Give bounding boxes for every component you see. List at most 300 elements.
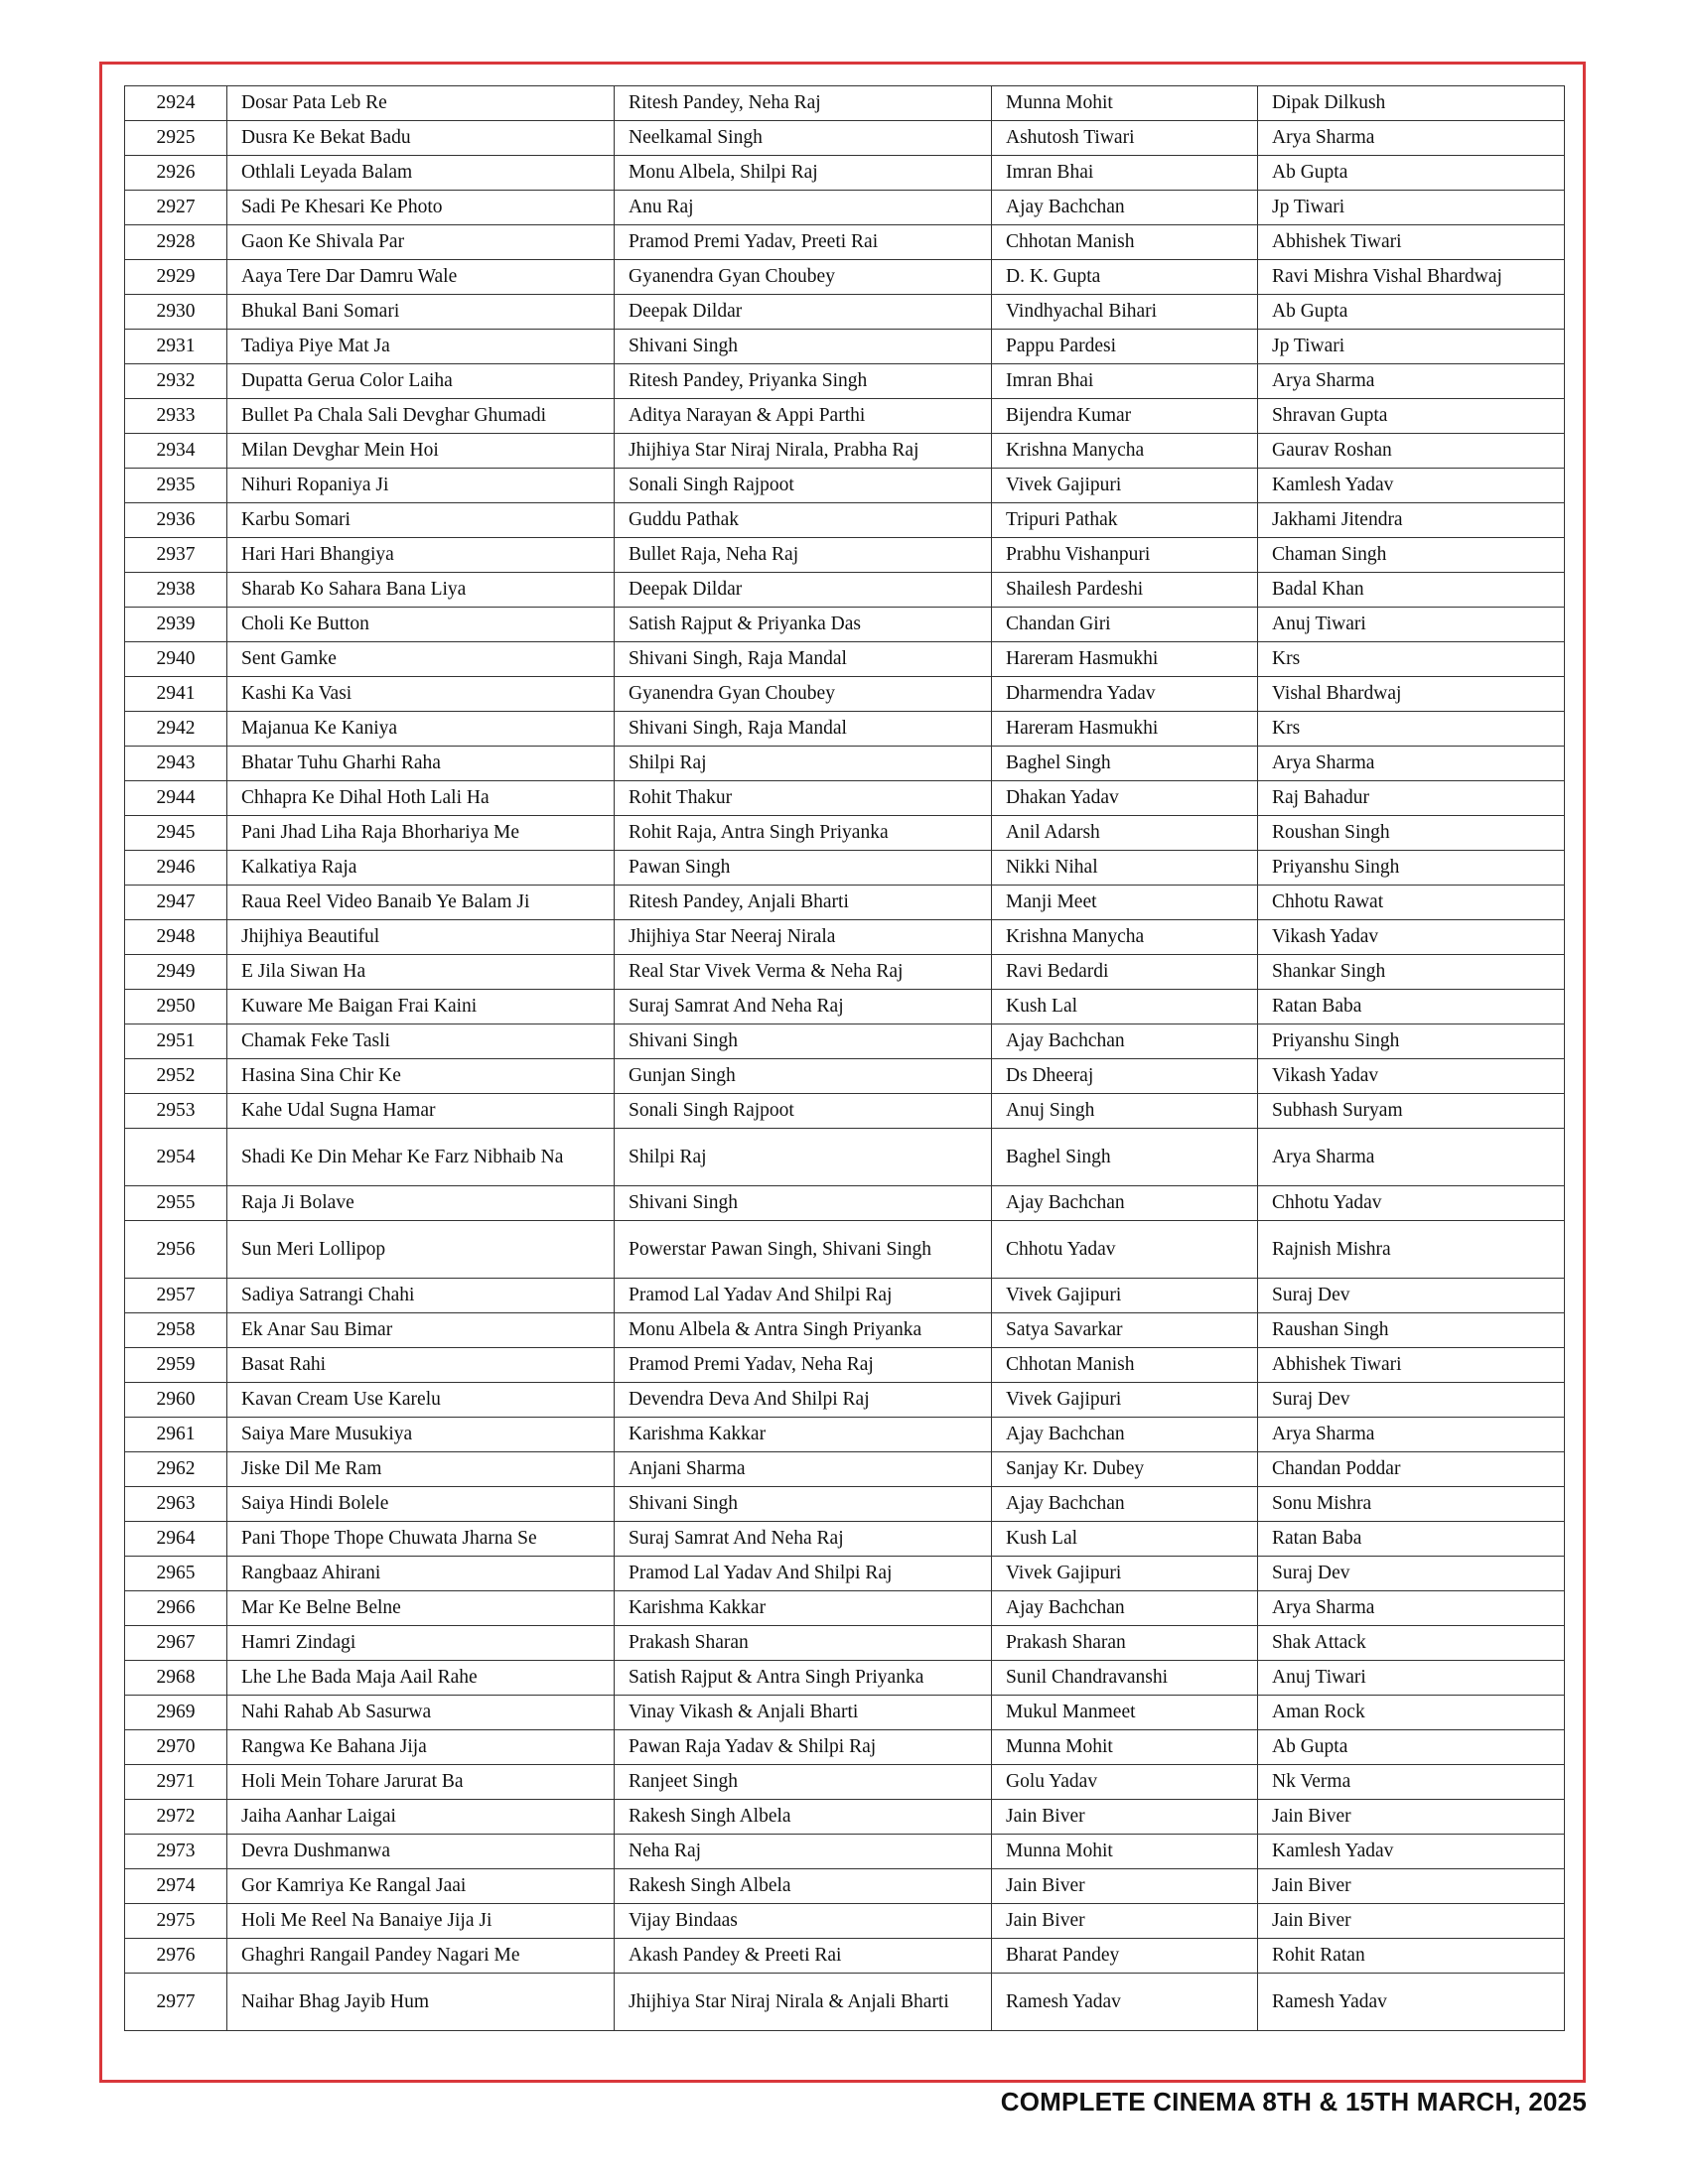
entry-number-cell: 2947 bbox=[125, 886, 227, 920]
music-director-cell: Chhotu Rawat bbox=[1258, 886, 1565, 920]
song-title-cell: Kashi Ka Vasi bbox=[227, 677, 615, 712]
song-title-cell: Milan Devghar Mein Hoi bbox=[227, 434, 615, 469]
song-title-cell: Hamri Zindagi bbox=[227, 1626, 615, 1661]
song-title-cell: Bhukal Bani Somari bbox=[227, 295, 615, 330]
lyricist-cell: Ajay Bachchan bbox=[992, 191, 1258, 225]
table-row bbox=[125, 1835, 1565, 1869]
song-title-cell: Bhatar Tuhu Gharhi Raha bbox=[227, 747, 615, 781]
music-director-cell: Ab Gupta bbox=[1258, 1730, 1565, 1765]
entry-number-cell: 2964 bbox=[125, 1522, 227, 1557]
lyricist-cell: Chhotan Manish bbox=[992, 225, 1258, 260]
table-row bbox=[125, 1904, 1565, 1939]
lyricist-cell: Satya Savarkar bbox=[992, 1313, 1258, 1348]
table-row bbox=[125, 920, 1565, 955]
singers-cell: Shivani Singh bbox=[615, 1024, 992, 1059]
entry-number-cell: 2934 bbox=[125, 434, 227, 469]
song-title-cell: Nahi Rahab Ab Sasurwa bbox=[227, 1696, 615, 1730]
table-row bbox=[125, 1094, 1565, 1129]
music-director-cell: Priyanshu Singh bbox=[1258, 851, 1565, 886]
table-row bbox=[125, 260, 1565, 295]
song-title-cell: Shadi Ke Din Mehar Ke Farz Nibhaib Na bbox=[227, 1129, 615, 1186]
table-row bbox=[125, 1313, 1565, 1348]
lyricist-cell: Jain Biver bbox=[992, 1904, 1258, 1939]
entry-number-cell: 2929 bbox=[125, 260, 227, 295]
table-row bbox=[125, 816, 1565, 851]
song-title-cell: Jiske Dil Me Ram bbox=[227, 1452, 615, 1487]
entry-number-cell: 2976 bbox=[125, 1939, 227, 1974]
music-director-cell: Suraj Dev bbox=[1258, 1279, 1565, 1313]
entry-number-cell: 2969 bbox=[125, 1696, 227, 1730]
music-director-cell: Shankar Singh bbox=[1258, 955, 1565, 990]
entry-number-cell: 2973 bbox=[125, 1835, 227, 1869]
table-row bbox=[125, 399, 1565, 434]
song-title-cell: Basat Rahi bbox=[227, 1348, 615, 1383]
singers-cell: Jhijhiya Star Niraj Nirala, Prabha Raj bbox=[615, 434, 992, 469]
music-director-cell: Ravi Mishra Vishal Bhardwaj bbox=[1258, 260, 1565, 295]
song-list-table bbox=[124, 85, 1565, 2031]
lyricist-cell: Baghel Singh bbox=[992, 747, 1258, 781]
entry-number-cell: 2975 bbox=[125, 1904, 227, 1939]
singers-cell: Gyanendra Gyan Choubey bbox=[615, 260, 992, 295]
singers-cell: Suraj Samrat And Neha Raj bbox=[615, 1522, 992, 1557]
lyricist-cell: Chhotan Manish bbox=[992, 1348, 1258, 1383]
lyricist-cell: Ravi Bedardi bbox=[992, 955, 1258, 990]
music-director-cell: Krs bbox=[1258, 712, 1565, 747]
lyricist-cell: Munna Mohit bbox=[992, 1835, 1258, 1869]
entry-number-cell: 2951 bbox=[125, 1024, 227, 1059]
table-row bbox=[125, 1974, 1565, 2031]
song-title-cell: Kavan Cream Use Karelu bbox=[227, 1383, 615, 1418]
song-title-cell: Jhijhiya Beautiful bbox=[227, 920, 615, 955]
song-title-cell: Aaya Tere Dar Damru Wale bbox=[227, 260, 615, 295]
entry-number-cell: 2936 bbox=[125, 503, 227, 538]
music-director-cell: Jp Tiwari bbox=[1258, 191, 1565, 225]
music-director-cell: Abhishek Tiwari bbox=[1258, 1348, 1565, 1383]
song-title-cell: Rangbaaz Ahirani bbox=[227, 1557, 615, 1591]
table-row bbox=[125, 121, 1565, 156]
singers-cell: Vijay Bindaas bbox=[615, 1904, 992, 1939]
song-title-cell: Saiya Hindi Bolele bbox=[227, 1487, 615, 1522]
entry-number-cell: 2955 bbox=[125, 1186, 227, 1221]
table-row bbox=[125, 1696, 1565, 1730]
table-row bbox=[125, 86, 1565, 121]
lyricist-cell: Anil Adarsh bbox=[992, 816, 1258, 851]
singers-cell: Monu Albela & Antra Singh Priyanka bbox=[615, 1313, 992, 1348]
publication-footer: COMPLETE CINEMA 8TH & 15TH MARCH, 2025 bbox=[1000, 2087, 1587, 2116]
music-director-cell: Abhishek Tiwari bbox=[1258, 225, 1565, 260]
lyricist-cell: Ashutosh Tiwari bbox=[992, 121, 1258, 156]
table-row bbox=[125, 1024, 1565, 1059]
lyricist-cell: Bharat Pandey bbox=[992, 1939, 1258, 1974]
entry-number-cell: 2927 bbox=[125, 191, 227, 225]
song-title-cell: Mar Ke Belne Belne bbox=[227, 1591, 615, 1626]
table-row bbox=[125, 990, 1565, 1024]
music-director-cell: Jain Biver bbox=[1258, 1800, 1565, 1835]
song-title-cell: Nihuri Ropaniya Ji bbox=[227, 469, 615, 503]
entry-number-cell: 2974 bbox=[125, 1869, 227, 1904]
music-director-cell: Vishal Bhardwaj bbox=[1258, 677, 1565, 712]
singers-cell: Pramod Lal Yadav And Shilpi Raj bbox=[615, 1557, 992, 1591]
singers-cell: Shilpi Raj bbox=[615, 747, 992, 781]
lyricist-cell: Ajay Bachchan bbox=[992, 1418, 1258, 1452]
lyricist-cell: Golu Yadav bbox=[992, 1765, 1258, 1800]
lyricist-cell: D. K. Gupta bbox=[992, 260, 1258, 295]
song-title-cell: Othlali Leyada Balam bbox=[227, 156, 615, 191]
lyricist-cell: Ajay Bachchan bbox=[992, 1186, 1258, 1221]
singers-cell: Ranjeet Singh bbox=[615, 1765, 992, 1800]
table-row bbox=[125, 1869, 1565, 1904]
lyricist-cell: Hareram Hasmukhi bbox=[992, 642, 1258, 677]
lyricist-cell: Prabhu Vishanpuri bbox=[992, 538, 1258, 573]
singers-cell: Shivani Singh bbox=[615, 1487, 992, 1522]
lyricist-cell: Jain Biver bbox=[992, 1800, 1258, 1835]
table-row bbox=[125, 156, 1565, 191]
entry-number-cell: 2935 bbox=[125, 469, 227, 503]
song-title-cell: Dusra Ke Bekat Badu bbox=[227, 121, 615, 156]
music-director-cell: Vikash Yadav bbox=[1258, 1059, 1565, 1094]
singers-cell: Satish Rajput & Antra Singh Priyanka bbox=[615, 1661, 992, 1696]
entry-number-cell: 2968 bbox=[125, 1661, 227, 1696]
singers-cell: Monu Albela, Shilpi Raj bbox=[615, 156, 992, 191]
song-title-cell: Dosar Pata Leb Re bbox=[227, 86, 615, 121]
singers-cell: Pramod Premi Yadav, Neha Raj bbox=[615, 1348, 992, 1383]
singers-cell: Vinay Vikash & Anjali Bharti bbox=[615, 1696, 992, 1730]
singers-cell: Powerstar Pawan Singh, Shivani Singh bbox=[615, 1221, 992, 1279]
lyricist-cell: Vindhyachal Bihari bbox=[992, 295, 1258, 330]
song-title-cell: Karbu Somari bbox=[227, 503, 615, 538]
song-title-cell: E Jila Siwan Ha bbox=[227, 955, 615, 990]
song-list-body bbox=[125, 86, 1565, 2031]
table-row bbox=[125, 747, 1565, 781]
music-director-cell: Dipak Dilkush bbox=[1258, 86, 1565, 121]
entry-number-cell: 2940 bbox=[125, 642, 227, 677]
table-row bbox=[125, 642, 1565, 677]
singers-cell: Aditya Narayan & Appi Parthi bbox=[615, 399, 992, 434]
song-title-cell: Kuware Me Baigan Frai Kaini bbox=[227, 990, 615, 1024]
song-title-cell: Naihar Bhag Jayib Hum bbox=[227, 1974, 615, 2031]
table-row bbox=[125, 608, 1565, 642]
table-row bbox=[125, 295, 1565, 330]
singers-cell: Anu Raj bbox=[615, 191, 992, 225]
music-director-cell: Chhotu Yadav bbox=[1258, 1186, 1565, 1221]
lyricist-cell: Jain Biver bbox=[992, 1869, 1258, 1904]
singers-cell: Rohit Thakur bbox=[615, 781, 992, 816]
music-director-cell: Subhash Suryam bbox=[1258, 1094, 1565, 1129]
song-title-cell: Tadiya Piye Mat Ja bbox=[227, 330, 615, 364]
table-row bbox=[125, 1765, 1565, 1800]
lyricist-cell: Vivek Gajipuri bbox=[992, 1557, 1258, 1591]
entry-number-cell: 2928 bbox=[125, 225, 227, 260]
song-title-cell: Holi Me Reel Na Banaiye Jija Ji bbox=[227, 1904, 615, 1939]
entry-number-cell: 2942 bbox=[125, 712, 227, 747]
music-director-cell: Arya Sharma bbox=[1258, 1591, 1565, 1626]
music-director-cell: Jain Biver bbox=[1258, 1869, 1565, 1904]
song-title-cell: Bullet Pa Chala Sali Devghar Ghumadi bbox=[227, 399, 615, 434]
entry-number-cell: 2960 bbox=[125, 1383, 227, 1418]
singers-cell: Guddu Pathak bbox=[615, 503, 992, 538]
music-director-cell: Suraj Dev bbox=[1258, 1383, 1565, 1418]
entry-number-cell: 2926 bbox=[125, 156, 227, 191]
lyricist-cell: Bijendra Kumar bbox=[992, 399, 1258, 434]
entry-number-cell: 2950 bbox=[125, 990, 227, 1024]
singers-cell: Rakesh Singh Albela bbox=[615, 1800, 992, 1835]
music-director-cell: Arya Sharma bbox=[1258, 1418, 1565, 1452]
singers-cell: Neelkamal Singh bbox=[615, 121, 992, 156]
song-title-cell: Saiya Mare Musukiya bbox=[227, 1418, 615, 1452]
lyricist-cell: Pappu Pardesi bbox=[992, 330, 1258, 364]
song-title-cell: Pani Jhad Liha Raja Bhorhariya Me bbox=[227, 816, 615, 851]
music-director-cell: Jain Biver bbox=[1258, 1904, 1565, 1939]
table-row bbox=[125, 1522, 1565, 1557]
table-row bbox=[125, 503, 1565, 538]
table-row bbox=[125, 1186, 1565, 1221]
singers-cell: Karishma Kakkar bbox=[615, 1418, 992, 1452]
table-row bbox=[125, 364, 1565, 399]
table-row bbox=[125, 191, 1565, 225]
table-row bbox=[125, 1348, 1565, 1383]
song-title-cell: Chhapra Ke Dihal Hoth Lali Ha bbox=[227, 781, 615, 816]
singers-cell: Ritesh Pandey, Neha Raj bbox=[615, 86, 992, 121]
entry-number-cell: 2972 bbox=[125, 1800, 227, 1835]
table-row bbox=[125, 1661, 1565, 1696]
singers-cell: Akash Pandey & Preeti Rai bbox=[615, 1939, 992, 1974]
song-title-cell: Gor Kamriya Ke Rangal Jaai bbox=[227, 1869, 615, 1904]
music-director-cell: Ratan Baba bbox=[1258, 1522, 1565, 1557]
entry-number-cell: 2971 bbox=[125, 1765, 227, 1800]
table-row bbox=[125, 1730, 1565, 1765]
lyricist-cell: Ajay Bachchan bbox=[992, 1591, 1258, 1626]
entry-number-cell: 2962 bbox=[125, 1452, 227, 1487]
entry-number-cell: 2966 bbox=[125, 1591, 227, 1626]
singers-cell: Anjani Sharma bbox=[615, 1452, 992, 1487]
music-director-cell: Jakhami Jitendra bbox=[1258, 503, 1565, 538]
song-title-cell: Kahe Udal Sugna Hamar bbox=[227, 1094, 615, 1129]
song-title-cell: Chamak Feke Tasli bbox=[227, 1024, 615, 1059]
table-row bbox=[125, 955, 1565, 990]
entry-number-cell: 2965 bbox=[125, 1557, 227, 1591]
song-title-cell: Lhe Lhe Bada Maja Aail Rahe bbox=[227, 1661, 615, 1696]
song-title-cell: Rangwa Ke Bahana Jija bbox=[227, 1730, 615, 1765]
table-row bbox=[125, 1221, 1565, 1279]
table-row bbox=[125, 1939, 1565, 1974]
music-director-cell: Ab Gupta bbox=[1258, 295, 1565, 330]
singers-cell: Shivani Singh bbox=[615, 1186, 992, 1221]
music-director-cell: Kamlesh Yadav bbox=[1258, 1835, 1565, 1869]
music-director-cell: Jp Tiwari bbox=[1258, 330, 1565, 364]
music-director-cell: Chaman Singh bbox=[1258, 538, 1565, 573]
entry-number-cell: 2970 bbox=[125, 1730, 227, 1765]
lyricist-cell: Sunil Chandravanshi bbox=[992, 1661, 1258, 1696]
entry-number-cell: 2945 bbox=[125, 816, 227, 851]
singers-cell: Deepak Dildar bbox=[615, 573, 992, 608]
song-title-cell: Dupatta Gerua Color Laiha bbox=[227, 364, 615, 399]
singers-cell: Prakash Sharan bbox=[615, 1626, 992, 1661]
table-row bbox=[125, 1557, 1565, 1591]
song-title-cell: Majanua Ke Kaniya bbox=[227, 712, 615, 747]
entry-number-cell: 2941 bbox=[125, 677, 227, 712]
lyricist-cell: Baghel Singh bbox=[992, 1129, 1258, 1186]
singers-cell: Ritesh Pandey, Priyanka Singh bbox=[615, 364, 992, 399]
singers-cell: Devendra Deva And Shilpi Raj bbox=[615, 1383, 992, 1418]
song-title-cell: Sadi Pe Khesari Ke Photo bbox=[227, 191, 615, 225]
song-title-cell: Ghaghri Rangail Pandey Nagari Me bbox=[227, 1939, 615, 1974]
song-title-cell: Sent Gamke bbox=[227, 642, 615, 677]
lyricist-cell: Anuj Singh bbox=[992, 1094, 1258, 1129]
song-title-cell: Gaon Ke Shivala Par bbox=[227, 225, 615, 260]
entry-number-cell: 2959 bbox=[125, 1348, 227, 1383]
table-row bbox=[125, 1626, 1565, 1661]
entry-number-cell: 2961 bbox=[125, 1418, 227, 1452]
song-title-cell: Sun Meri Lollipop bbox=[227, 1221, 615, 1279]
song-title-cell: Hari Hari Bhangiya bbox=[227, 538, 615, 573]
song-title-cell: Ek Anar Sau Bimar bbox=[227, 1313, 615, 1348]
lyricist-cell: Nikki Nihal bbox=[992, 851, 1258, 886]
lyricist-cell: Ramesh Yadav bbox=[992, 1974, 1258, 2031]
lyricist-cell: Vivek Gajipuri bbox=[992, 1383, 1258, 1418]
music-director-cell: Sonu Mishra bbox=[1258, 1487, 1565, 1522]
singers-cell: Deepak Dildar bbox=[615, 295, 992, 330]
singers-cell: Pawan Singh bbox=[615, 851, 992, 886]
entry-number-cell: 2931 bbox=[125, 330, 227, 364]
table-row bbox=[125, 1129, 1565, 1186]
lyricist-cell: Imran Bhai bbox=[992, 156, 1258, 191]
entry-number-cell: 2954 bbox=[125, 1129, 227, 1186]
music-director-cell: Ratan Baba bbox=[1258, 990, 1565, 1024]
entry-number-cell: 2958 bbox=[125, 1313, 227, 1348]
table-row bbox=[125, 1059, 1565, 1094]
table-row bbox=[125, 886, 1565, 920]
singers-cell: Pramod Premi Yadav, Preeti Rai bbox=[615, 225, 992, 260]
entry-number-cell: 2957 bbox=[125, 1279, 227, 1313]
entry-number-cell: 2937 bbox=[125, 538, 227, 573]
music-director-cell: Roushan Singh bbox=[1258, 816, 1565, 851]
lyricist-cell: Shailesh Pardeshi bbox=[992, 573, 1258, 608]
music-director-cell: Aman Rock bbox=[1258, 1696, 1565, 1730]
entry-number-cell: 2946 bbox=[125, 851, 227, 886]
music-director-cell: Priyanshu Singh bbox=[1258, 1024, 1565, 1059]
lyricist-cell: Ajay Bachchan bbox=[992, 1487, 1258, 1522]
music-director-cell: Badal Khan bbox=[1258, 573, 1565, 608]
lyricist-cell: Chandan Giri bbox=[992, 608, 1258, 642]
lyricist-cell: Dhakan Yadav bbox=[992, 781, 1258, 816]
entry-number-cell: 2977 bbox=[125, 1974, 227, 2031]
table-row bbox=[125, 434, 1565, 469]
music-director-cell: Krs bbox=[1258, 642, 1565, 677]
music-director-cell: Arya Sharma bbox=[1258, 1129, 1565, 1186]
entry-number-cell: 2948 bbox=[125, 920, 227, 955]
music-director-cell: Suraj Dev bbox=[1258, 1557, 1565, 1591]
singers-cell: Shilpi Raj bbox=[615, 1129, 992, 1186]
music-director-cell: Raushan Singh bbox=[1258, 1313, 1565, 1348]
singers-cell: Gunjan Singh bbox=[615, 1059, 992, 1094]
table-row bbox=[125, 712, 1565, 747]
table-row bbox=[125, 1418, 1565, 1452]
table-row bbox=[125, 225, 1565, 260]
song-title-cell: Sadiya Satrangi Chahi bbox=[227, 1279, 615, 1313]
table-row bbox=[125, 469, 1565, 503]
entry-number-cell: 2933 bbox=[125, 399, 227, 434]
lyricist-cell: Vivek Gajipuri bbox=[992, 469, 1258, 503]
lyricist-cell: Ds Dheeraj bbox=[992, 1059, 1258, 1094]
music-director-cell: Anuj Tiwari bbox=[1258, 1661, 1565, 1696]
entry-number-cell: 2963 bbox=[125, 1487, 227, 1522]
singers-cell: Karishma Kakkar bbox=[615, 1591, 992, 1626]
table-row bbox=[125, 1800, 1565, 1835]
singers-cell: Shivani Singh, Raja Mandal bbox=[615, 712, 992, 747]
singers-cell: Jhijhiya Star Neeraj Nirala bbox=[615, 920, 992, 955]
entry-number-cell: 2952 bbox=[125, 1059, 227, 1094]
music-director-cell: Chandan Poddar bbox=[1258, 1452, 1565, 1487]
singers-cell: Suraj Samrat And Neha Raj bbox=[615, 990, 992, 1024]
singers-cell: Shivani Singh bbox=[615, 330, 992, 364]
song-title-cell: Devra Dushmanwa bbox=[227, 1835, 615, 1869]
song-title-cell: Sharab Ko Sahara Bana Liya bbox=[227, 573, 615, 608]
song-title-cell: Choli Ke Button bbox=[227, 608, 615, 642]
singers-cell: Neha Raj bbox=[615, 1835, 992, 1869]
singers-cell: Rakesh Singh Albela bbox=[615, 1869, 992, 1904]
table-row bbox=[125, 538, 1565, 573]
table-row bbox=[125, 1279, 1565, 1313]
song-title-cell: Raua Reel Video Banaib Ye Balam Ji bbox=[227, 886, 615, 920]
singers-cell: Pramod Lal Yadav And Shilpi Raj bbox=[615, 1279, 992, 1313]
lyricist-cell: Dharmendra Yadav bbox=[992, 677, 1258, 712]
lyricist-cell: Prakash Sharan bbox=[992, 1626, 1258, 1661]
singers-cell: Gyanendra Gyan Choubey bbox=[615, 677, 992, 712]
lyricist-cell: Ajay Bachchan bbox=[992, 1024, 1258, 1059]
singers-cell: Jhijhiya Star Niraj Nirala & Anjali Bharti bbox=[615, 1974, 992, 2031]
entry-number-cell: 2932 bbox=[125, 364, 227, 399]
lyricist-cell: Hareram Hasmukhi bbox=[992, 712, 1258, 747]
song-title-cell: Hasina Sina Chir Ke bbox=[227, 1059, 615, 1094]
music-director-cell: Arya Sharma bbox=[1258, 121, 1565, 156]
song-title-cell: Holi Mein Tohare Jarurat Ba bbox=[227, 1765, 615, 1800]
entry-number-cell: 2924 bbox=[125, 86, 227, 121]
table-row bbox=[125, 573, 1565, 608]
music-director-cell: Raj Bahadur bbox=[1258, 781, 1565, 816]
music-director-cell: Anuj Tiwari bbox=[1258, 608, 1565, 642]
table-row bbox=[125, 677, 1565, 712]
music-director-cell: Gaurav Roshan bbox=[1258, 434, 1565, 469]
song-title-cell: Pani Thope Thope Chuwata Jharna Se bbox=[227, 1522, 615, 1557]
table-row bbox=[125, 1383, 1565, 1418]
lyricist-cell: Sanjay Kr. Dubey bbox=[992, 1452, 1258, 1487]
music-director-cell: Arya Sharma bbox=[1258, 364, 1565, 399]
lyricist-cell: Mukul Manmeet bbox=[992, 1696, 1258, 1730]
entry-number-cell: 2956 bbox=[125, 1221, 227, 1279]
lyricist-cell: Imran Bhai bbox=[992, 364, 1258, 399]
entry-number-cell: 2943 bbox=[125, 747, 227, 781]
lyricist-cell: Chhotu Yadav bbox=[992, 1221, 1258, 1279]
singers-cell: Satish Rajput & Priyanka Das bbox=[615, 608, 992, 642]
singers-cell: Sonali Singh Rajpoot bbox=[615, 469, 992, 503]
song-title-cell: Raja Ji Bolave bbox=[227, 1186, 615, 1221]
singers-cell: Shivani Singh, Raja Mandal bbox=[615, 642, 992, 677]
lyricist-cell: Munna Mohit bbox=[992, 86, 1258, 121]
table-row bbox=[125, 1452, 1565, 1487]
music-director-cell: Rajnish Mishra bbox=[1258, 1221, 1565, 1279]
entry-number-cell: 2953 bbox=[125, 1094, 227, 1129]
music-director-cell: Vikash Yadav bbox=[1258, 920, 1565, 955]
table-row bbox=[125, 781, 1565, 816]
lyricist-cell: Kush Lal bbox=[992, 990, 1258, 1024]
music-director-cell: Rohit Ratan bbox=[1258, 1939, 1565, 1974]
entry-number-cell: 2967 bbox=[125, 1626, 227, 1661]
table-row bbox=[125, 330, 1565, 364]
music-director-cell: Shak Attack bbox=[1258, 1626, 1565, 1661]
lyricist-cell: Manji Meet bbox=[992, 886, 1258, 920]
singers-cell: Pawan Raja Yadav & Shilpi Raj bbox=[615, 1730, 992, 1765]
table-row bbox=[125, 1487, 1565, 1522]
